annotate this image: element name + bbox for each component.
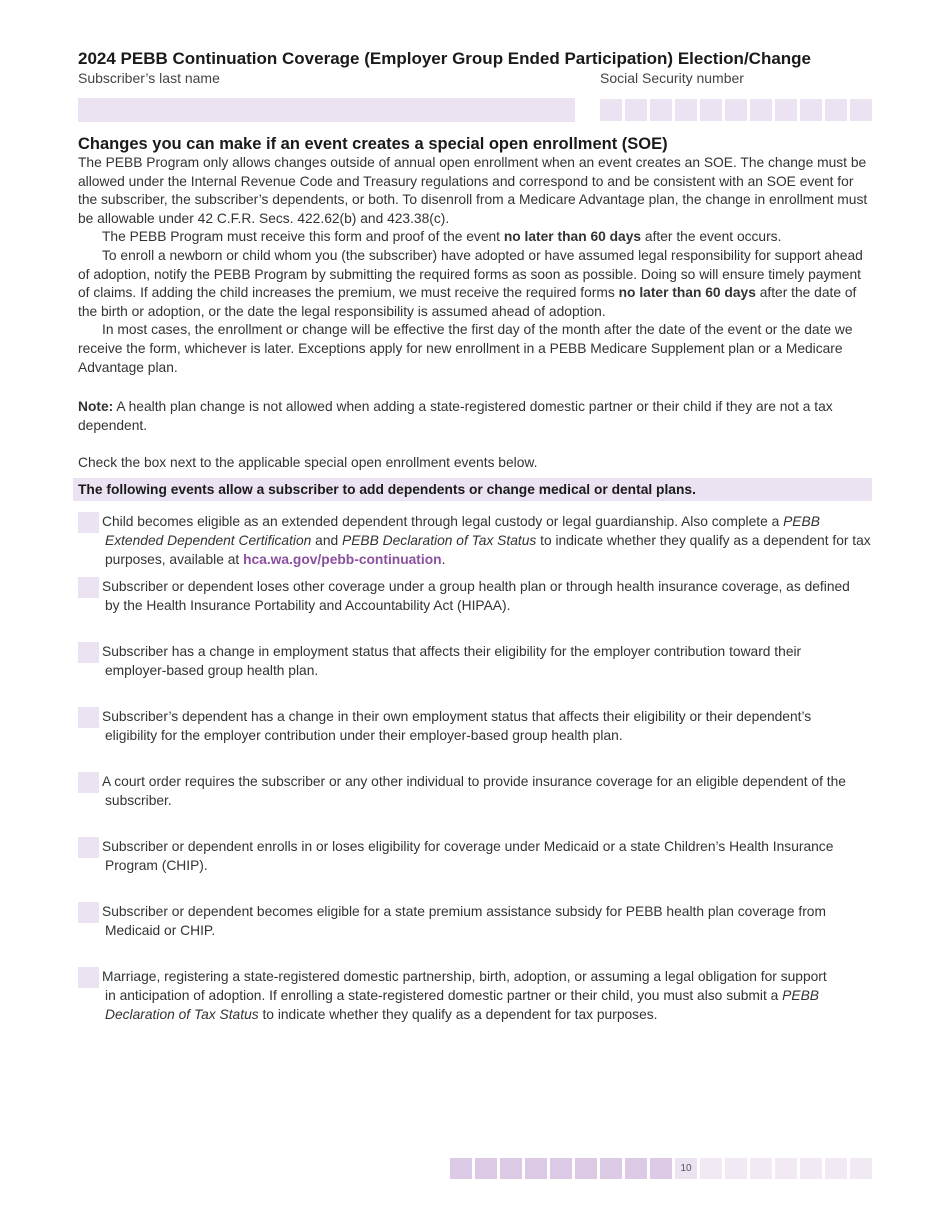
event-text: Subscriber or dependent becomes eligible for a state premium assistance subsidy for PEBB health plan coverage from Medicaid or CHIP. [102, 904, 826, 938]
page-footer [450, 1158, 872, 1179]
event-item [78, 902, 874, 940]
last-name-input[interactable] [78, 98, 575, 122]
ssn-digit-box[interactable] [750, 99, 772, 121]
event-checkbox[interactable] [78, 837, 99, 858]
footer-block [550, 1158, 572, 1179]
event-checkbox[interactable] [78, 512, 99, 533]
event-item [78, 967, 874, 1024]
event-text: Subscriber or dependent enrolls in or loses eligibility for coverage under Medicaid or a state Children’s Health Insurance Program (CHIP). [102, 839, 834, 873]
event-text: A court order requires the subscriber or any other individual to provide insurance coverage for an eligible dependent of the subscriber. [102, 774, 846, 808]
event-item [78, 577, 874, 615]
soe-paragraph-2: The PEBB Program must receive this form and proof of the event no later than 60 days after the event occurs. [102, 229, 782, 245]
footer-block [475, 1158, 497, 1179]
ssn-digit-box[interactable] [850, 99, 872, 121]
note [78, 398, 873, 435]
event-item [78, 772, 874, 810]
events-banner: The following events allow a subscriber to add dependents or change medical or dental plans. [73, 478, 872, 501]
event-item [78, 707, 874, 745]
event-text: Child becomes eligible as an extended dependent through legal custody or legal guardianship. Also complete a PEBB Extended Dependent Certification and PEBB Declaration of Tax Status to indicate whether they qualify as a dependent for tax purposes, available at hca.wa.gov/pebb-continuation. [102, 514, 871, 567]
footer-block [650, 1158, 672, 1179]
event-checkbox[interactable] [78, 902, 99, 923]
ssn-digit-box[interactable] [725, 99, 747, 121]
form-title: 2024 PEBB Continuation Coverage (Employer Group Ended Participation) Election/Change [78, 49, 812, 68]
note-label: Note: [78, 399, 114, 414]
footer-block [850, 1158, 872, 1179]
ssn-digit-box[interactable] [825, 99, 847, 121]
footer-block [825, 1158, 847, 1179]
event-item [78, 837, 874, 875]
ssn-label: Social Security number [600, 70, 744, 86]
footer-block [500, 1158, 522, 1179]
soe-heading: Changes you can make if an event creates a special open enrollment (SOE) [78, 135, 668, 153]
pebb-continuation-link[interactable]: hca.wa.gov/pebb-continuation [243, 552, 442, 567]
event-checkbox[interactable] [78, 642, 99, 663]
soe-paragraph-3: To enroll a newborn or child whom you (the subscriber) have adopted or have assumed legal responsibility for support ahead of adoption, notify the PEBB Program by submitting the required forms as soon as possible. Doing so will ensure timely payment of claims. If adding the child increases the premium, we must receive the required forms no later than 60 days after the date of the birth or adoption, or the date the legal responsibility is assumed ahead of adoption. [78, 247, 863, 319]
footer-block [750, 1158, 772, 1179]
soe-paragraph-4: In most cases, the enrollment or change will be effective the first day of the month after the date of the event or the date we receive the form, whichever is later. Exceptions apply for new enrollment in a PEBB Medicare Supplement plan or a Medicare Advantage plan. [78, 322, 853, 375]
ssn-digit-box[interactable] [600, 99, 622, 121]
footer-block [700, 1158, 722, 1179]
footer-block [625, 1158, 647, 1179]
footer-block [575, 1158, 597, 1179]
footer-block [450, 1158, 472, 1179]
event-text: Subscriber has a change in employment status that affects their eligibility for the employer contribution toward their employer-based group health plan. [102, 644, 802, 678]
event-checkbox[interactable] [78, 577, 99, 598]
soe-section [78, 135, 873, 377]
event-item [78, 512, 874, 569]
instruction: Check the box next to the applicable special open enrollment events below. [78, 455, 538, 470]
footer-block [800, 1158, 822, 1179]
event-text: Subscriber or dependent loses other coverage under a group health plan or through health insurance coverage, as defined by the Health Insurance Portability and Accountability Act (HIPAA). [102, 579, 850, 613]
footer-block [525, 1158, 547, 1179]
soe-paragraph-1: The PEBB Program only allows changes outside of annual open enrollment when an event creates an SOE. The change must be allowed under the Internal Revenue Code and Treasury regulations and correspond to and be consistent with an SOE event for the subscriber, the subscriber’s dependents, or both. To disenroll from a Medicare Advantage plan, the change in enrollment must be allowable under 42 C.F.R. Secs. 422.62(b) and 423.38(c). [78, 155, 868, 226]
event-checkbox[interactable] [78, 707, 99, 728]
page-number: 10 [675, 1158, 697, 1179]
event-checkbox[interactable] [78, 772, 99, 793]
ssn-digit-box[interactable] [700, 99, 722, 121]
footer-block [775, 1158, 797, 1179]
ssn-digit-box[interactable] [775, 99, 797, 121]
note-text: A health plan change is not allowed when adding a state-registered domestic partner or their child if they are not a tax dependent. [78, 399, 833, 433]
ssn-digit-box[interactable] [675, 99, 697, 121]
event-item [78, 642, 874, 680]
event-text: Marriage, registering a state-registered domestic partnership, birth, adoption, or assuming a legal obligation for support in anticipation of adoption. If enrolling a state-registered domestic partner or their child, you must also submit a PEBB Declaration of Tax Status to indicate whether they qualify as a dependent for tax purposes. [102, 969, 827, 1022]
ssn-digit-box[interactable] [625, 99, 647, 121]
footer-block [600, 1158, 622, 1179]
footer-block [725, 1158, 747, 1179]
event-checkbox[interactable] [78, 967, 99, 988]
last-name-label: Subscriber’s last name [78, 70, 220, 86]
ssn-digit-box[interactable] [800, 99, 822, 121]
ssn-input [600, 99, 872, 121]
ssn-digit-box[interactable] [650, 99, 672, 121]
event-text: Subscriber’s dependent has a change in their own employment status that affects their eligibility or their dependent’s eligibility for the employer contribution under their employer-based group health plan. [102, 709, 812, 743]
